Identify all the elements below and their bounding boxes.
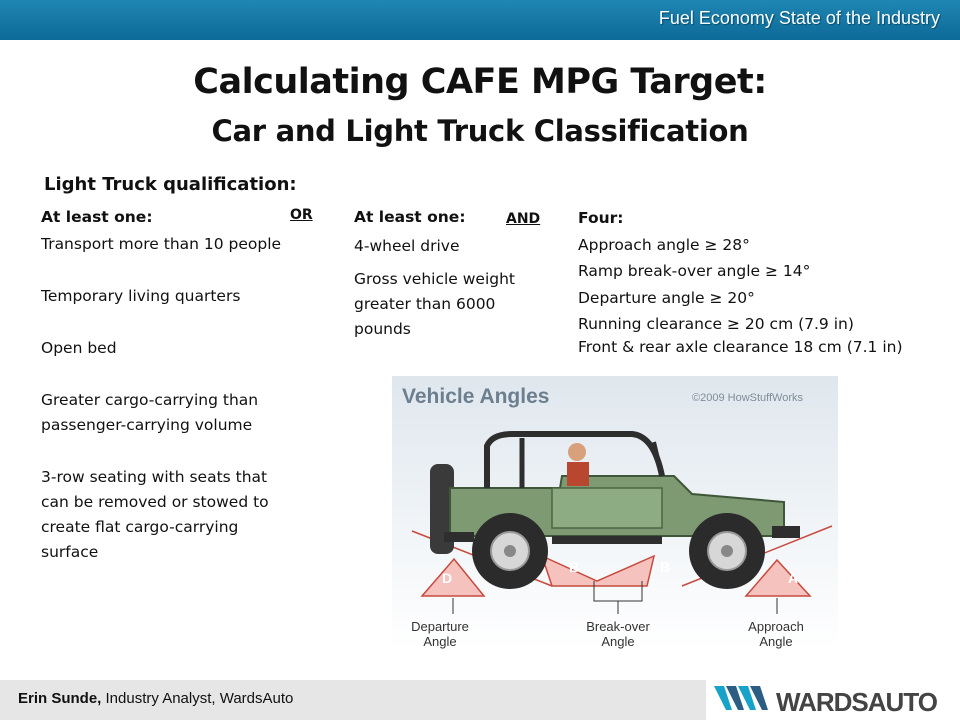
- col1-item: Greater cargo-carrying than passenger-carrying volume: [41, 391, 259, 434]
- approach-label-line1: Approach: [748, 619, 804, 634]
- rear-bumper: [444, 532, 474, 542]
- col3-item: Ramp break-over angle ≥ 14°: [578, 262, 811, 280]
- criteria-column-1: [41, 205, 286, 565]
- label-d: D: [442, 570, 453, 586]
- light-truck-heading: Light Truck qualification:: [44, 174, 297, 195]
- wardsauto-wordmark: [776, 687, 937, 718]
- col3-item: Running clearance ≥ 20 cm (7.9 in): [578, 315, 854, 333]
- criteria-column-3: [578, 205, 948, 360]
- header-banner: [0, 0, 960, 40]
- presenter-credit: [18, 690, 293, 707]
- col3-item: Approach angle ≥ 28°: [578, 235, 750, 254]
- jeep-door: [552, 488, 662, 528]
- breakover-label-line1: Break-over: [586, 619, 650, 634]
- and-label: AND: [506, 211, 541, 227]
- approach-label-line2: Angle: [759, 634, 793, 649]
- col2-item: Gross vehicle weight greater than 6000 pounds: [354, 270, 515, 338]
- departure-label-line2: Angle: [423, 634, 457, 649]
- label-b-right: B: [660, 559, 671, 575]
- col3-item: Front & rear axle clearance 18 cm (7.1 in): [578, 337, 903, 356]
- front-wheel-icon: [689, 513, 765, 589]
- departure-label-line1: Departure: [411, 619, 469, 634]
- rocker-panel: [552, 536, 662, 544]
- vehicle-angles-illustration: [392, 376, 838, 650]
- breakover-label-line2: Angle: [601, 634, 635, 649]
- banner-title: Fuel Economy State of the Industry: [658, 8, 940, 28]
- col1-item: 3-row seating with seats that can be removed or stowed to create flat cargo-carrying surface: [41, 468, 269, 561]
- label-a: A: [788, 570, 799, 586]
- col3-item: Departure angle ≥ 20°: [578, 288, 755, 307]
- wardsauto-logo: [706, 680, 960, 720]
- figure-copyright: ©2009 HowStuffWorks: [692, 392, 804, 404]
- front-bumper: [772, 526, 800, 538]
- driver-shirt: [567, 462, 589, 486]
- label-b-left: B: [569, 559, 580, 575]
- col1-heading: At least one:: [41, 208, 153, 226]
- col1-item: Temporary living quarters: [41, 287, 241, 305]
- slide-subtitle: Car and Light Truck Classification: [211, 114, 749, 148]
- wardsauto-mark-icon: [710, 680, 774, 720]
- rear-wheel-icon: [472, 513, 548, 589]
- col1-item: Transport more than 10 people: [41, 235, 282, 253]
- or-label: OR: [290, 207, 313, 223]
- col2-heading: At least one:: [354, 208, 466, 226]
- wordmark-wards: WARDS: [776, 687, 868, 717]
- slide-title: Calculating CAFE MPG Target:: [193, 62, 767, 102]
- presenter-role: Industry Analyst, WardsAuto: [101, 690, 294, 707]
- figure-title: Vehicle Angles: [402, 385, 550, 408]
- wordmark-auto: AUTO: [867, 687, 937, 717]
- col1-item: Open bed: [41, 339, 117, 357]
- col2-item: 4-wheel drive: [354, 237, 460, 255]
- driver-icon: [568, 443, 586, 461]
- col3-heading: Four:: [578, 209, 624, 227]
- presenter-name: Erin Sunde,: [18, 690, 102, 707]
